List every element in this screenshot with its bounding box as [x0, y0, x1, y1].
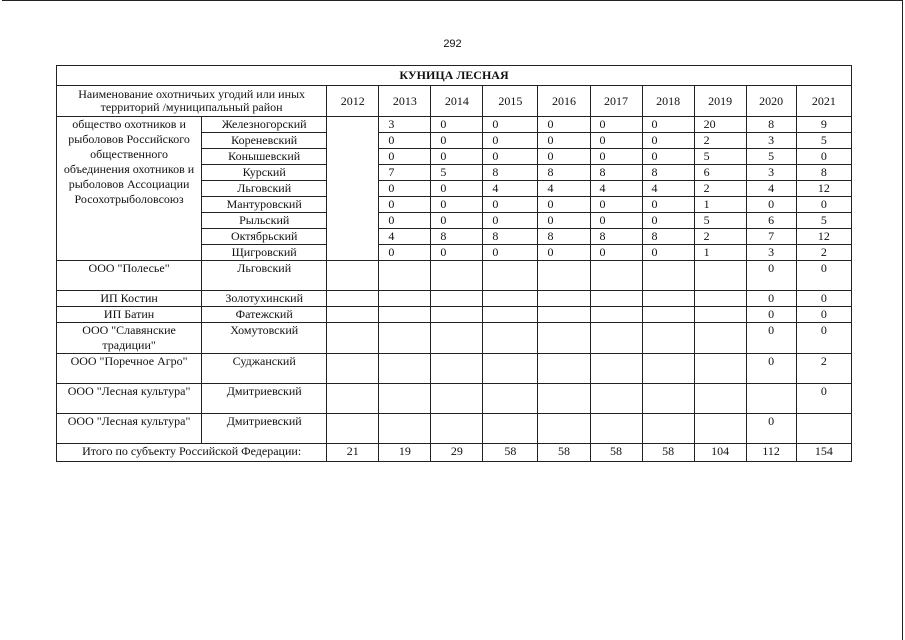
organization-cell: ИП Батин [57, 307, 202, 323]
value-cell: 0 [483, 149, 538, 165]
value-cell [483, 414, 538, 444]
district-cell: Мантуровский [202, 197, 327, 213]
value-cell: 5 [796, 133, 851, 149]
total-value: 104 [694, 444, 746, 462]
value-cell [431, 291, 483, 307]
value-cell: 2 [694, 229, 746, 245]
district-cell: Железногорский [202, 117, 327, 133]
value-cell [590, 261, 642, 291]
header-year: 2017 [590, 86, 642, 117]
value-cell: 0 [642, 133, 694, 149]
value-cell: 2 [796, 245, 851, 261]
value-cell [327, 117, 379, 261]
value-cell: 0 [431, 181, 483, 197]
value-cell [431, 414, 483, 444]
district-cell: Хомутовский [202, 323, 327, 354]
value-cell: 0 [431, 149, 483, 165]
value-cell [538, 307, 590, 323]
value-cell: 0 [642, 197, 694, 213]
value-cell [379, 261, 431, 291]
value-cell [642, 414, 694, 444]
value-cell [538, 414, 590, 444]
value-cell: 20 [694, 117, 746, 133]
value-cell: 0 [483, 245, 538, 261]
table-row [57, 384, 852, 414]
value-cell [538, 384, 590, 414]
value-cell [379, 291, 431, 307]
value-cell [694, 261, 746, 291]
total-value: 19 [379, 444, 431, 462]
value-cell: 0 [642, 245, 694, 261]
value-cell: 0 [746, 414, 796, 444]
value-cell: 0 [379, 197, 431, 213]
value-cell [694, 354, 746, 384]
value-cell: 0 [379, 149, 431, 165]
value-cell: 6 [694, 165, 746, 181]
value-cell: 0 [642, 117, 694, 133]
value-cell: 4 [590, 181, 642, 197]
value-cell: 8 [796, 165, 851, 181]
table-row [57, 307, 852, 323]
value-cell: 8 [590, 229, 642, 245]
value-cell [642, 323, 694, 354]
total-value: 58 [590, 444, 642, 462]
value-cell: 0 [431, 117, 483, 133]
organization-cell: ООО "Поречное Агро" [57, 354, 202, 384]
value-cell: 0 [483, 133, 538, 149]
value-cell [796, 414, 851, 444]
value-cell: 0 [590, 213, 642, 229]
total-value: 112 [746, 444, 796, 462]
table-row [57, 291, 852, 307]
value-cell [694, 414, 746, 444]
value-cell: 5 [746, 149, 796, 165]
value-cell: 5 [431, 165, 483, 181]
value-cell: 0 [796, 197, 851, 213]
value-cell [431, 261, 483, 291]
district-cell: Дмитриевский [202, 384, 327, 414]
value-cell: 0 [590, 133, 642, 149]
table-row [57, 117, 852, 133]
value-cell: 0 [379, 245, 431, 261]
value-cell [538, 354, 590, 384]
value-cell [379, 307, 431, 323]
organization-cell: общество охотников и рыболовов Российского общественного объединения охотников и рыболовов Ассоциации Росохотрыболовсоюз [57, 117, 202, 261]
district-cell: Октябрьский [202, 229, 327, 245]
value-cell [642, 261, 694, 291]
value-cell: 0 [483, 213, 538, 229]
value-cell [590, 323, 642, 354]
value-cell [483, 323, 538, 354]
value-cell: 0 [431, 245, 483, 261]
value-cell: 0 [746, 261, 796, 291]
value-cell: 8 [538, 165, 590, 181]
header-year: 2020 [746, 86, 796, 117]
value-cell: 12 [796, 181, 851, 197]
value-cell: 7 [379, 165, 431, 181]
value-cell [379, 323, 431, 354]
value-cell: 3 [746, 133, 796, 149]
value-cell: 0 [746, 291, 796, 307]
value-cell [327, 307, 379, 323]
value-cell: 8 [642, 165, 694, 181]
header-year: 2014 [431, 86, 483, 117]
value-cell: 0 [538, 213, 590, 229]
header-year: 2012 [327, 86, 379, 117]
value-cell [483, 291, 538, 307]
organization-cell: ООО "Лесная культура" [57, 384, 202, 414]
district-cell: Кореневский [202, 133, 327, 149]
value-cell [379, 384, 431, 414]
title-row [57, 66, 852, 86]
total-value: 58 [538, 444, 590, 462]
value-cell: 0 [796, 149, 851, 165]
value-cell: 5 [796, 213, 851, 229]
value-cell [431, 384, 483, 414]
value-cell: 6 [746, 213, 796, 229]
total-label: Итого по субъекту Российской Федерации: [57, 444, 327, 462]
district-cell: Льговский [202, 181, 327, 197]
value-cell [694, 384, 746, 414]
value-cell [590, 354, 642, 384]
value-cell [590, 291, 642, 307]
organization-cell: ООО "Славянские традиции" [57, 323, 202, 354]
district-cell: Рыльский [202, 213, 327, 229]
value-cell [431, 323, 483, 354]
value-cell: 0 [590, 197, 642, 213]
value-cell: 4 [538, 181, 590, 197]
value-cell: 0 [483, 197, 538, 213]
table-row [57, 323, 852, 354]
value-cell [483, 384, 538, 414]
value-cell: 8 [590, 165, 642, 181]
organization-cell: ООО "Полесье" [57, 261, 202, 291]
value-cell: 0 [538, 197, 590, 213]
value-cell: 0 [590, 245, 642, 261]
value-cell [327, 261, 379, 291]
value-cell: 0 [483, 117, 538, 133]
value-cell: 0 [746, 354, 796, 384]
value-cell [379, 354, 431, 384]
data-table [56, 65, 852, 462]
value-cell: 12 [796, 229, 851, 245]
value-cell: 4 [746, 181, 796, 197]
value-cell: 0 [796, 323, 851, 354]
value-cell [327, 384, 379, 414]
value-cell [327, 414, 379, 444]
value-cell: 0 [590, 117, 642, 133]
district-cell: Льговский [202, 261, 327, 291]
value-cell: 0 [538, 149, 590, 165]
district-cell: Щигровский [202, 245, 327, 261]
value-cell [694, 323, 746, 354]
district-cell: Суджанский [202, 354, 327, 384]
value-cell: 8 [431, 229, 483, 245]
value-cell: 8 [538, 229, 590, 245]
table-row [57, 414, 852, 444]
value-cell: 0 [642, 213, 694, 229]
value-cell: 3 [746, 245, 796, 261]
value-cell [590, 307, 642, 323]
header-row [57, 86, 852, 117]
district-cell: Фатежский [202, 307, 327, 323]
value-cell: 8 [483, 165, 538, 181]
value-cell: 0 [746, 197, 796, 213]
value-cell [431, 307, 483, 323]
district-cell: Конышевский [202, 149, 327, 165]
value-cell [694, 307, 746, 323]
value-cell: 4 [379, 229, 431, 245]
value-cell [327, 354, 379, 384]
header-year: 2021 [796, 86, 851, 117]
value-cell: 0 [796, 384, 851, 414]
value-cell: 4 [642, 181, 694, 197]
value-cell [642, 291, 694, 307]
total-value: 58 [642, 444, 694, 462]
value-cell [379, 414, 431, 444]
value-cell: 0 [379, 181, 431, 197]
value-cell [590, 384, 642, 414]
value-cell: 0 [642, 149, 694, 165]
value-cell: 5 [694, 213, 746, 229]
value-cell: 1 [694, 197, 746, 213]
value-cell: 2 [694, 181, 746, 197]
value-cell: 0 [796, 261, 851, 291]
value-cell [538, 291, 590, 307]
value-cell [327, 323, 379, 354]
value-cell: 1 [694, 245, 746, 261]
header-year: 2013 [379, 86, 431, 117]
value-cell [538, 261, 590, 291]
value-cell: 0 [746, 307, 796, 323]
value-cell: 7 [746, 229, 796, 245]
district-cell: Курский [202, 165, 327, 181]
value-cell: 0 [431, 133, 483, 149]
value-cell [590, 414, 642, 444]
value-cell [431, 354, 483, 384]
header-year: 2016 [538, 86, 590, 117]
value-cell [694, 291, 746, 307]
value-cell [538, 323, 590, 354]
value-cell [327, 291, 379, 307]
value-cell: 0 [538, 133, 590, 149]
value-cell [483, 354, 538, 384]
total-value: 21 [327, 444, 379, 462]
organization-cell: ООО "Лесная культура" [57, 414, 202, 444]
total-row [57, 444, 852, 462]
total-value: 29 [431, 444, 483, 462]
header-year: 2019 [694, 86, 746, 117]
total-value: 154 [796, 444, 851, 462]
value-cell [642, 307, 694, 323]
value-cell: 0 [379, 213, 431, 229]
value-cell: 5 [694, 149, 746, 165]
header-year: 2015 [483, 86, 538, 117]
value-cell: 9 [796, 117, 851, 133]
value-cell [483, 261, 538, 291]
value-cell: 0 [746, 323, 796, 354]
value-cell: 0 [796, 291, 851, 307]
value-cell: 8 [483, 229, 538, 245]
total-value: 58 [483, 444, 538, 462]
value-cell: 0 [796, 307, 851, 323]
value-cell: 3 [379, 117, 431, 133]
organization-cell: ИП Костин [57, 291, 202, 307]
page-number: 292 [443, 38, 462, 50]
value-cell: 0 [538, 117, 590, 133]
district-cell: Золотухинский [202, 291, 327, 307]
value-cell: 0 [379, 133, 431, 149]
value-cell: 8 [746, 117, 796, 133]
value-cell [483, 307, 538, 323]
value-cell: 0 [538, 245, 590, 261]
value-cell: 0 [431, 213, 483, 229]
value-cell [746, 384, 796, 414]
district-cell: Дмитриевский [202, 414, 327, 444]
value-cell: 2 [796, 354, 851, 384]
value-cell: 3 [746, 165, 796, 181]
table-row [57, 354, 852, 384]
value-cell: 8 [642, 229, 694, 245]
value-cell: 2 [694, 133, 746, 149]
header-name-column: Наименование охотничьих угодий или иных территорий /муниципальный район [57, 86, 327, 117]
value-cell: 0 [431, 197, 483, 213]
header-year: 2018 [642, 86, 694, 117]
value-cell: 4 [483, 181, 538, 197]
value-cell [642, 354, 694, 384]
table-title: КУНИЦА ЛЕСНАЯ [57, 66, 852, 86]
value-cell [642, 384, 694, 414]
value-cell: 0 [590, 149, 642, 165]
table-row [57, 261, 852, 291]
